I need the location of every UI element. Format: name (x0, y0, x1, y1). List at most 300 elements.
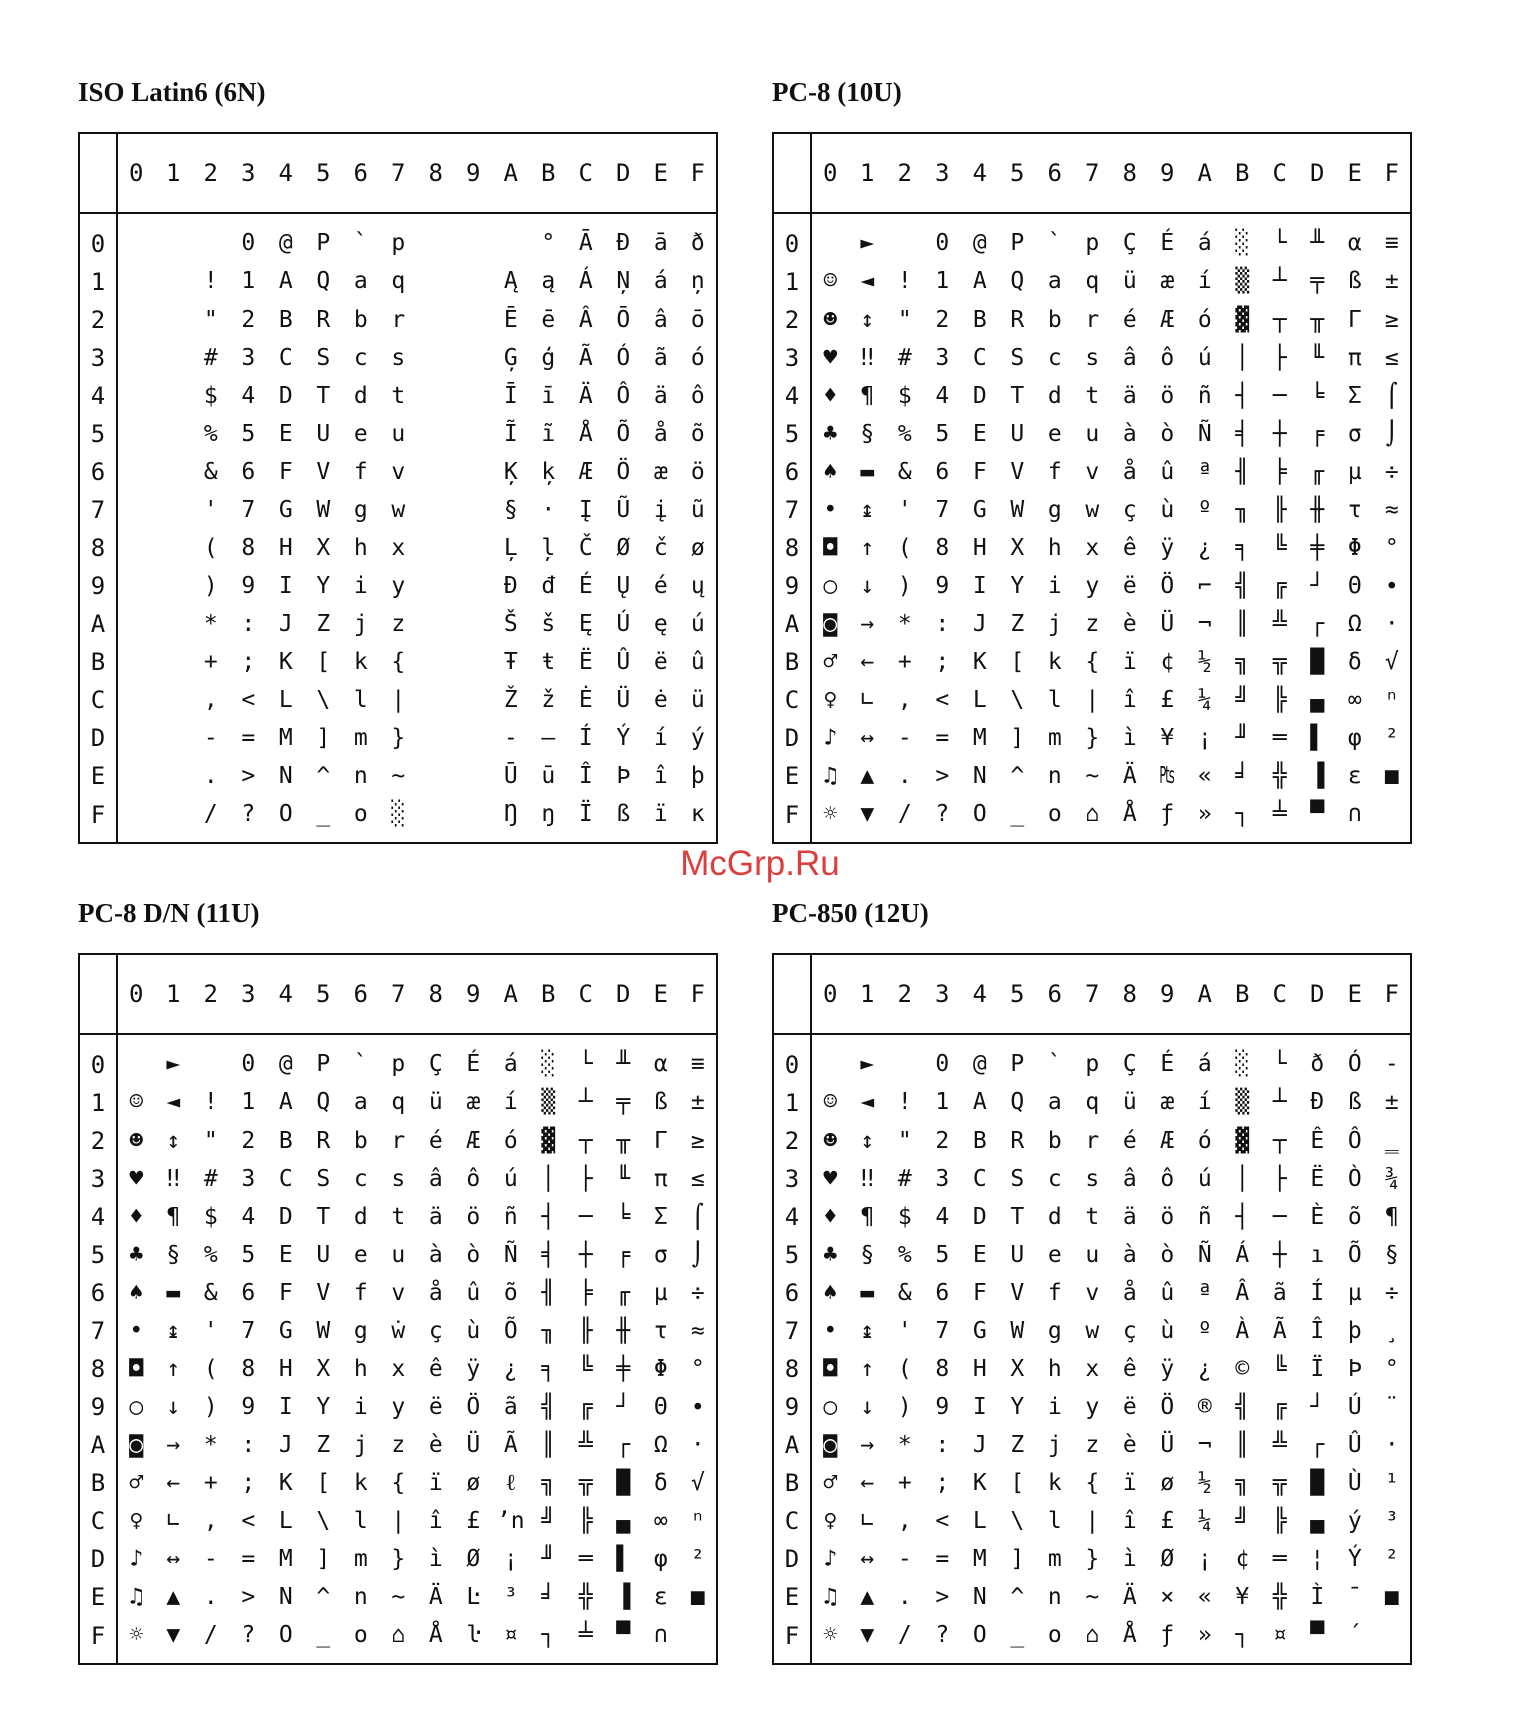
char-cell: ▓ (1235, 306, 1250, 333)
row-header: 4 (79, 377, 117, 415)
char-cell: [ (316, 1469, 331, 1496)
row-header: B (773, 643, 811, 681)
table-row (79, 529, 717, 567)
column-header: C (1261, 954, 1299, 1034)
row-header: E (773, 1578, 811, 1616)
char-cell: ļ (541, 534, 556, 561)
char-cell: ā (653, 230, 668, 257)
char-cell: ─ (1272, 382, 1287, 409)
char-cell: : (935, 1431, 950, 1458)
row-header: B (773, 1464, 811, 1502)
char-cell: → (166, 1431, 181, 1458)
column-header: 2 (192, 133, 230, 213)
char-cell: r (1085, 306, 1100, 333)
char-cell: n (353, 762, 368, 789)
char-cell: a (353, 1089, 368, 1116)
char-cell: ß (653, 1089, 668, 1116)
char-cell: R (316, 1127, 331, 1154)
column-header: 1 (155, 954, 193, 1034)
char-cell: : (241, 1431, 256, 1458)
char-cell: ╫ (616, 1317, 631, 1344)
char-cell: M (278, 724, 293, 751)
char-cell: Ø (616, 534, 631, 561)
char-cell: W (316, 496, 331, 523)
char-cell: ┌ (616, 1431, 631, 1458)
char-cell: ┼ (1272, 420, 1287, 447)
table-title: ISO Latin6 (6N) (78, 77, 266, 107)
row-header: 0 (773, 1034, 811, 1084)
char-cell: w (1085, 1317, 1100, 1344)
char-cell: à (1122, 1241, 1137, 1268)
watermark: McGrp.Ru (680, 844, 840, 883)
row-header: B (79, 1464, 117, 1502)
char-cell: 4 (935, 1203, 950, 1230)
char-cell: ╒ (1310, 420, 1325, 447)
table-row (773, 1160, 1411, 1198)
char-cell: ‗ (1384, 1127, 1399, 1154)
char-cell: u (391, 1241, 406, 1268)
char-cell: » (1197, 801, 1212, 828)
char-cell: Š (503, 610, 518, 637)
char-cell: ^ (1010, 762, 1025, 789)
char-cell: ╙ (616, 1165, 631, 1192)
char-cell: A (972, 268, 987, 295)
char-cell: = (935, 1545, 950, 1572)
column-header: 4 (267, 133, 305, 213)
char-cell: ═ (578, 1545, 593, 1572)
char-cell: ↓ (166, 1393, 181, 1420)
char-cell: X (1010, 534, 1025, 561)
char-cell: M (972, 1545, 987, 1572)
char-cell: I (278, 572, 293, 599)
char-cell: w (1085, 496, 1100, 523)
char-cell: T (1010, 382, 1025, 409)
char-cell: ♦ (823, 382, 838, 409)
char-cell: _ (1010, 801, 1025, 828)
char-cell: ↑ (166, 1355, 181, 1382)
char-cell: ^ (316, 1583, 331, 1610)
char-cell: © (1235, 1355, 1250, 1382)
char-cell: , (203, 1507, 218, 1534)
char-cell: Į (578, 496, 593, 523)
char-cell: ç (428, 1317, 443, 1344)
column-header: 8 (1111, 954, 1149, 1034)
char-cell: · (1384, 1431, 1399, 1458)
char-cell: ^ (316, 762, 331, 789)
char-cell: Q (316, 1089, 331, 1116)
row-header: 7 (773, 1312, 811, 1350)
char-cell: ↨ (166, 1317, 181, 1344)
char-cell (117, 605, 155, 643)
char-cell: Ö (616, 458, 631, 485)
char-cell: ■ (1384, 762, 1399, 789)
char-cell: ╡ (1235, 420, 1250, 447)
char-cell: ¹ (1384, 1469, 1399, 1496)
column-header: F (1374, 954, 1412, 1034)
char-cell: ~ (391, 762, 406, 789)
char-cell: ∙ (690, 1393, 705, 1420)
char-cell: Æ (466, 1127, 481, 1154)
char-cell: F (278, 1279, 293, 1306)
char-cell: ³ (503, 1583, 518, 1610)
char-cell: ð (1310, 1051, 1325, 1078)
char-cell: 8 (241, 1355, 256, 1382)
char-cell: } (1085, 724, 1100, 751)
char-cell: 8 (935, 534, 950, 561)
char-cell: ▲ (860, 762, 875, 789)
char-cell: ® (1197, 1393, 1212, 1420)
char-cell: ë (1122, 1393, 1137, 1420)
char-cell: | (1085, 1507, 1100, 1534)
char-cell: µ (653, 1279, 668, 1306)
char-cell: ┤ (1235, 382, 1250, 409)
char-cell: Ķ (503, 458, 518, 485)
char-cell: Đ (1310, 1089, 1325, 1116)
char-cell: Ó (1347, 1051, 1362, 1078)
char-cell: Q (1010, 268, 1025, 295)
char-cell: R (1010, 1127, 1025, 1154)
char-cell: ▒ (541, 1089, 556, 1116)
row-header: A (773, 605, 811, 643)
char-cell: U (316, 1241, 331, 1268)
char-cell: ã (653, 344, 668, 371)
char-cell: Õ (616, 420, 631, 447)
char-cell: ╛ (541, 1583, 556, 1610)
char-cell: b (1047, 1127, 1062, 1154)
char-cell: ü (1122, 268, 1137, 295)
char-cell: ╓ (1310, 458, 1325, 485)
char-cell: ╛ (1235, 762, 1250, 789)
char-cell: Σ (1347, 382, 1362, 409)
char-cell: ┴ (1272, 268, 1287, 295)
char-cell: î (1122, 1507, 1137, 1534)
char-cell: t (1085, 382, 1100, 409)
char-cell: g (1047, 1317, 1062, 1344)
char-cell: ▐ (1310, 762, 1325, 789)
char-cell: ↔ (860, 724, 875, 751)
char-cell: ▲ (166, 1583, 181, 1610)
char-cell: į (653, 496, 668, 523)
char-cell: ▬ (860, 458, 875, 485)
row-header: 0 (773, 213, 811, 263)
char-cell: ! (897, 1089, 912, 1116)
char-cell: û (690, 648, 705, 675)
char-cell: ♀ (823, 1507, 838, 1534)
char-cell: I (972, 1393, 987, 1420)
char-cell: > (241, 762, 256, 789)
char-cell: ○ (823, 1393, 838, 1420)
char-cell: τ (1347, 496, 1362, 523)
row-header: 9 (79, 1388, 117, 1426)
char-cell: ☻ (129, 1127, 144, 1154)
row-header: 4 (773, 1198, 811, 1236)
char-cell: 6 (935, 1279, 950, 1306)
char-cell: ◘ (823, 1355, 838, 1382)
char-cell: V (316, 458, 331, 485)
char-cell: ◙ (823, 610, 838, 637)
column-header: A (492, 954, 530, 1034)
table-row (773, 1122, 1411, 1160)
char-cell: G (278, 496, 293, 523)
char-cell: ô (690, 382, 705, 409)
char-cell: s (1085, 1165, 1100, 1192)
row-header: C (79, 1502, 117, 1540)
row-header: 3 (79, 339, 117, 377)
table-row (79, 491, 717, 529)
char-cell: ¶ (166, 1203, 181, 1230)
char-cell: • (129, 1317, 144, 1344)
char-cell: ⁿ (690, 1507, 705, 1534)
charset-table (78, 132, 718, 844)
char-cell: M (278, 1545, 293, 1572)
char-cell: ╚ (1272, 534, 1287, 561)
char-cell: } (1085, 1545, 1100, 1572)
row-header: 5 (79, 1236, 117, 1274)
char-cell: § (503, 496, 518, 523)
char-cell: 1 (935, 1089, 950, 1116)
char-cell: X (316, 1355, 331, 1382)
char-cell: / (897, 1622, 912, 1649)
char-cell: / (203, 801, 218, 828)
char-cell: B (972, 1127, 987, 1154)
char-cell: - (203, 724, 218, 751)
char-cell (417, 605, 455, 643)
char-cell: ╩ (1272, 1431, 1287, 1458)
char-cell: ╬ (1272, 1583, 1287, 1610)
char-cell: [ (1010, 1469, 1025, 1496)
char-cell: Z (1010, 610, 1025, 637)
char-cell: * (203, 610, 218, 637)
char-cell: ◘ (129, 1355, 144, 1382)
char-cell: { (1085, 1469, 1100, 1496)
char-cell (492, 213, 530, 263)
char-cell: % (897, 420, 912, 447)
char-cell: & (203, 1279, 218, 1306)
char-cell: δ (653, 1469, 668, 1496)
char-cell (455, 757, 493, 795)
char-cell: ┬ (578, 1127, 593, 1154)
char-cell: I (278, 1393, 293, 1420)
char-cell: ÷ (1384, 458, 1399, 485)
char-cell: B (972, 306, 987, 333)
char-cell: { (391, 648, 406, 675)
char-cell (155, 301, 193, 339)
char-cell: ¼ (1197, 1507, 1212, 1534)
row-header: 8 (773, 529, 811, 567)
char-cell: 6 (241, 1279, 256, 1306)
char-cell (155, 681, 193, 719)
char-cell (455, 529, 493, 567)
table-row (79, 415, 717, 453)
char-cell: 4 (241, 1203, 256, 1230)
char-cell: ü (1122, 1089, 1137, 1116)
char-cell: Ö (1160, 572, 1175, 599)
char-cell: └ (578, 1051, 593, 1078)
char-cell: Ø (466, 1545, 481, 1572)
table-row (79, 301, 717, 339)
row-header: A (79, 1426, 117, 1464)
column-header: 4 (267, 954, 305, 1034)
column-header: 2 (886, 954, 924, 1034)
char-cell: Ü (466, 1431, 481, 1458)
char-cell: ę (653, 610, 668, 637)
char-cell: G (972, 1317, 987, 1344)
char-cell: Æ (1160, 1127, 1175, 1154)
char-cell: % (203, 420, 218, 447)
column-header: 2 (192, 954, 230, 1034)
char-cell: / (897, 801, 912, 828)
char-cell: ō (690, 306, 705, 333)
char-cell: . (203, 762, 218, 789)
char-cell: ♀ (129, 1507, 144, 1534)
char-cell: Á (1235, 1241, 1250, 1268)
table-row (773, 339, 1411, 377)
char-cell: Z (316, 1431, 331, 1458)
char-cell: ª (1197, 458, 1212, 485)
char-cell (117, 263, 155, 301)
header-row (773, 133, 1411, 213)
char-cell: P (1010, 1051, 1025, 1078)
char-cell (455, 681, 493, 719)
char-cell: N (972, 762, 987, 789)
char-cell: ò (1160, 1241, 1175, 1268)
char-cell: \ (316, 686, 331, 713)
char-cell: ¶ (860, 1203, 875, 1230)
column-header: B (530, 954, 568, 1034)
column-header: 1 (849, 954, 887, 1034)
table-title: PC-8 D/N (11U) (78, 898, 260, 928)
char-cell: U (1010, 1241, 1025, 1268)
char-cell: ↔ (166, 1545, 181, 1572)
char-cell: ¦ (1310, 1545, 1325, 1572)
char-cell: c (353, 1165, 368, 1192)
char-cell: ≥ (1384, 306, 1399, 333)
char-cell: V (1010, 1279, 1025, 1306)
char-cell: ° (1384, 534, 1399, 561)
char-cell: ² (690, 1545, 705, 1572)
char-cell: ╣ (541, 1393, 556, 1420)
table-row (773, 529, 1411, 567)
char-cell: Θ (1347, 572, 1362, 599)
char-cell (417, 529, 455, 567)
column-header: 2 (886, 133, 924, 213)
char-cell: E (972, 420, 987, 447)
char-cell: â (1122, 344, 1137, 371)
table-row (773, 757, 1411, 795)
char-cell: k (353, 1469, 368, 1496)
char-cell: _ (316, 1622, 331, 1649)
column-header: 7 (1074, 133, 1112, 213)
char-cell: ┴ (578, 1089, 593, 1116)
char-cell: ↕ (860, 1127, 875, 1154)
row-header: C (773, 1502, 811, 1540)
char-cell: α (653, 1051, 668, 1078)
char-cell: n (1047, 1583, 1062, 1610)
char-cell: ~ (391, 1583, 406, 1610)
char-cell: Ü (616, 686, 631, 713)
char-cell: Đ (503, 572, 518, 599)
char-cell: # (203, 344, 218, 371)
char-cell: ╝ (1235, 1507, 1250, 1534)
char-cell: ┬ (1272, 306, 1287, 333)
table-row (773, 453, 1411, 491)
table-title: PC-8 (10U) (772, 77, 902, 107)
char-cell: W (1010, 496, 1025, 523)
char-cell (117, 681, 155, 719)
char-cell: O (278, 801, 293, 828)
char-cell: p (1085, 1051, 1100, 1078)
char-cell: ¡ (1197, 724, 1212, 751)
char-cell: ņ (690, 268, 705, 295)
char-cell: ├ (578, 1165, 593, 1192)
char-cell: 3 (935, 1165, 950, 1192)
char-cell: ► (860, 230, 875, 257)
char-cell: s (391, 344, 406, 371)
char-cell: æ (466, 1089, 481, 1116)
char-cell: 4 (935, 382, 950, 409)
char-cell: Þ (1347, 1355, 1362, 1382)
char-cell (117, 377, 155, 415)
char-cell: ø (690, 534, 705, 561)
column-header: F (680, 133, 718, 213)
row-header: D (773, 1540, 811, 1578)
char-cell (811, 213, 849, 263)
char-cell: ☼ (129, 1622, 144, 1649)
char-cell: ´ (1347, 1622, 1362, 1649)
row-header: 7 (773, 491, 811, 529)
char-cell: ũ (690, 496, 705, 523)
table-row (773, 1616, 1411, 1664)
char-cell: ? (935, 1622, 950, 1649)
char-cell (117, 719, 155, 757)
char-cell: h (1047, 1355, 1062, 1382)
char-cell: W (1010, 1317, 1025, 1344)
char-cell (155, 213, 193, 263)
char-cell: > (935, 762, 950, 789)
char-cell: û (1160, 1279, 1175, 1306)
char-cell: & (897, 458, 912, 485)
char-cell: j (1047, 610, 1062, 637)
char-cell: ï (428, 1469, 443, 1496)
table-row (773, 1578, 1411, 1616)
char-cell: | (391, 686, 406, 713)
char-cell: l (1047, 686, 1062, 713)
char-cell (455, 263, 493, 301)
char-cell: ú (690, 610, 705, 637)
char-cell: ◄ (860, 1089, 875, 1116)
char-cell: ◄ (166, 1089, 181, 1116)
char-cell: ╕ (1235, 534, 1250, 561)
char-cell: ♫ (823, 762, 838, 789)
char-cell: â (428, 1165, 443, 1192)
char-cell: 1 (241, 268, 256, 295)
table-row (79, 1122, 717, 1160)
char-cell: ÿ (1160, 1355, 1175, 1382)
char-cell (417, 643, 455, 681)
row-header: 2 (773, 1122, 811, 1160)
char-cell: z (1085, 1431, 1100, 1458)
char-cell: ~ (1085, 762, 1100, 789)
char-cell: Φ (1347, 534, 1362, 561)
char-cell: @ (972, 1051, 987, 1078)
char-cell: ` (1047, 230, 1062, 257)
char-cell (117, 415, 155, 453)
char-cell: Û (616, 648, 631, 675)
column-header: 0 (117, 954, 155, 1034)
char-cell: ∟ (166, 1507, 181, 1534)
char-cell: < (241, 1507, 256, 1534)
char-cell: ▬ (166, 1279, 181, 1306)
